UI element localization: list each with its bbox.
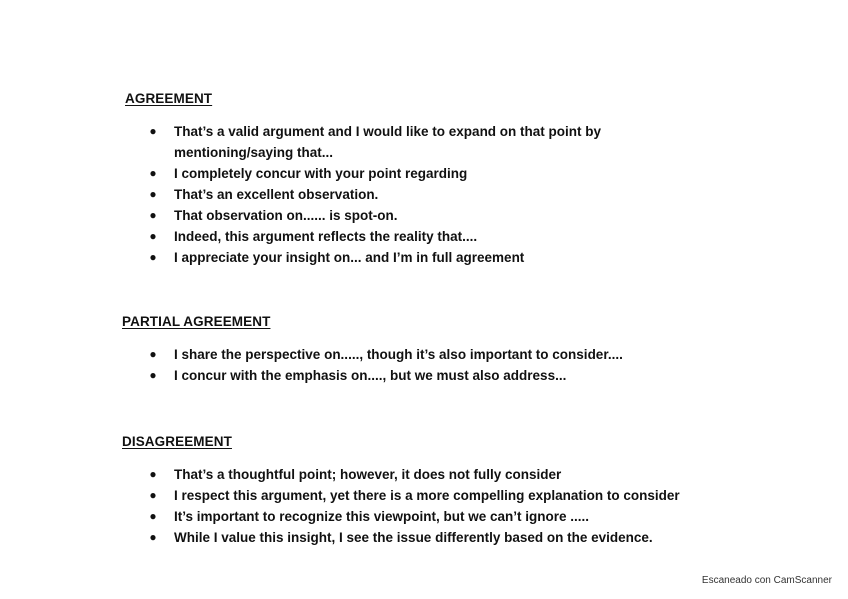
list-item: ● I completely concur with your point regarding (148, 163, 634, 184)
list-item: ● I share the perspective on....., though it’s also important to consider.... (148, 344, 623, 365)
bullet-icon: ● (149, 368, 157, 382)
bullet-icon: ● (149, 229, 157, 243)
agreement-list (148, 121, 634, 268)
list-item: ● I concur with the emphasis on...., but we must also address... (148, 365, 623, 386)
list-item: ● That’s an excellent observation. (148, 184, 634, 205)
list-item: ● That observation on...... is spot-on. (148, 205, 634, 226)
disagreement-list (148, 464, 680, 548)
list-item: ● It’s important to recognize this viewpoint, but we can’t ignore ..... (148, 506, 680, 527)
bullet-icon: ● (149, 187, 157, 201)
list-item: ● That’s a thoughtful point; however, it does not fully consider (148, 464, 680, 485)
bullet-icon: ● (149, 208, 157, 222)
section-heading-partial-agreement: PARTIAL AGREEMENT (122, 314, 271, 329)
list-item: ● I respect this argument, yet there is a more compelling explanation to consider (148, 485, 680, 506)
bullet-icon: ● (149, 124, 157, 138)
bullet-icon: ● (149, 488, 157, 502)
bullet-icon: ● (149, 347, 157, 361)
list-item: ● Indeed, this argument reflects the reality that.... (148, 226, 634, 247)
bullet-icon: ● (149, 250, 157, 264)
list-item: ● While I value this insight, I see the issue differently based on the evidence. (148, 527, 680, 548)
bullet-icon: ● (149, 509, 157, 523)
scanner-watermark: Escaneado con CamScanner (701, 575, 832, 586)
section-heading-disagreement: DISAGREEMENT (122, 434, 232, 449)
bullet-icon: ● (149, 166, 157, 180)
partial-agreement-list (148, 344, 623, 386)
list-item: ● I appreciate your insight on... and I’m in full agreement (148, 247, 634, 268)
section-heading-agreement: AGREEMENT (125, 91, 213, 106)
bullet-icon: ● (149, 530, 157, 544)
list-item: ● That’s a valid argument and I would like to expand on that point by mentioning/saying that... (148, 121, 634, 163)
bullet-icon: ● (149, 467, 157, 481)
